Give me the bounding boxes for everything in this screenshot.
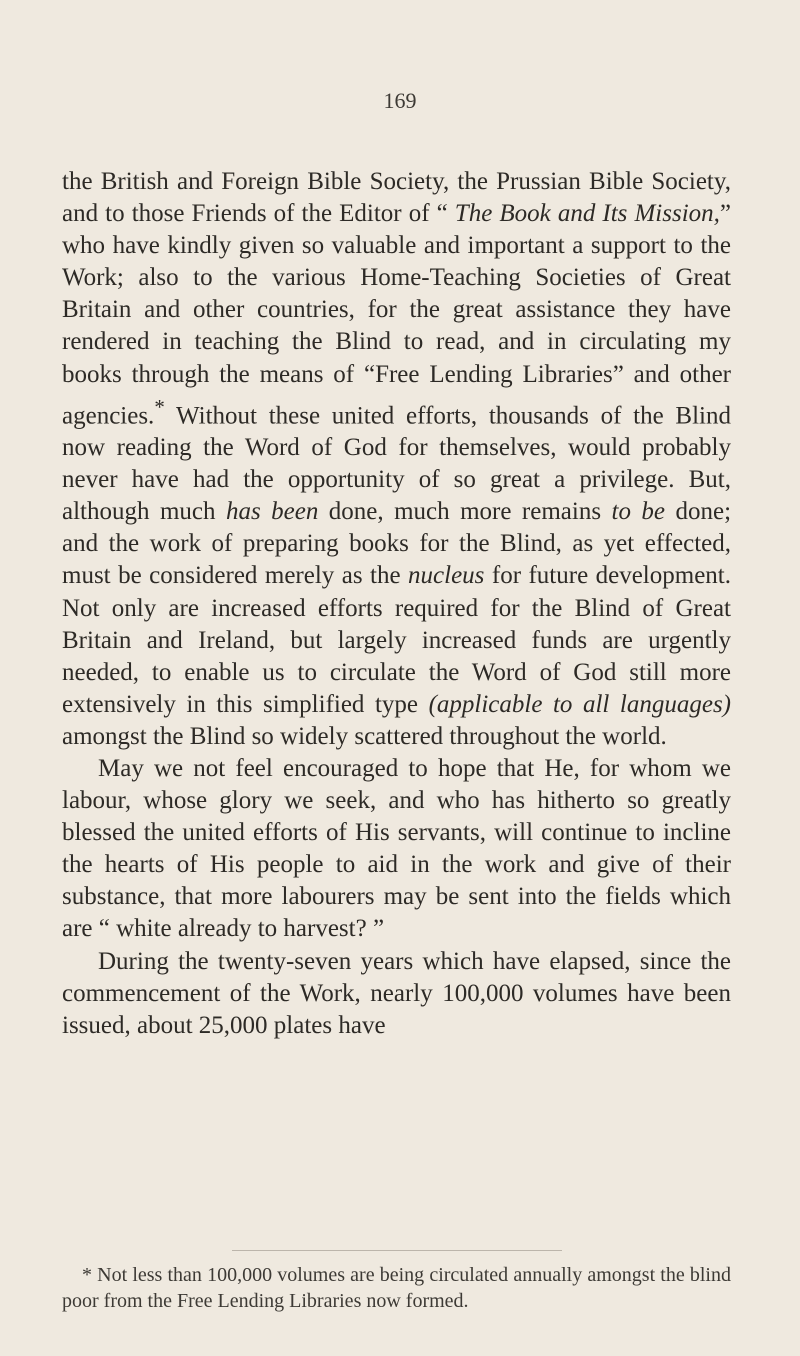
paragraph-1-text-e: done; and the work of preparing books for the Blind, as yet effected, must be considered merely as the [62,498,732,590]
paragraph-1-text-a: the British and Foreign Bible Society, the Prussian Bible Society, and to those Friends of the Editor of “ [62,168,731,228]
emphasis-has-been: has been [225,498,319,526]
emphasis-languages: (applicable to all languages) [428,690,732,718]
emphasis-to-be: to be [611,498,666,526]
book-title: The Book and Its Mission, [454,200,720,228]
footnote [62,1262,731,1314]
paragraph-1-text-c: Without these united efforts, thousands of the Blind now reading the Word of God for themselves, would probably never have had the opportunity of so great a privilege. But, although much [62,401,731,526]
paragraph-2: May we not feel encouraged to hope that He, for whom we labour, whose glory we seek, and who has hitherto so greatly blessed the united efforts of His servants, will continue to incline the hearts of His people to aid in the work and give of their substance, that more labourers may be sent into the fields which are “ white already to harvest? ” [62,755,731,943]
footnote-text: * Not less than 100,000 volumes are being circulated annually amongst the blind poor from the Free Lending Libraries now formed. [62,1264,731,1312]
paragraph-1-text-b: ” who have kindly given so valuable and important a support to the Work; also to the various Home-Teaching Societies of Great Britain and other countries, for the great assistance they have rendered in teaching the Blind to read, and in circulating my books through the means of “Free Lending Libraries” and other agencies. [62,200,732,429]
paragraph-1-text-d: done, much more remains [318,498,612,526]
paragraph-1-text-f: for future development. Not only are increased efforts required for the Blind of Great Britain and Ireland, but largely increased funds are urgently needed, to enable us to circulate the Word of God still more extensively in this simplified type [62,562,731,718]
page-number: 169 [383,88,417,113]
paragraph-1-text-g: amongst the Blind so widely scattered throughout the world. [62,722,667,750]
paragraph-3: During the twenty-seven years which have elapsed, since the commencement of the Work, nearly 100,000 volumes have been issued, about 25,000 plates have [62,947,731,1039]
body-text [62,166,731,1042]
footnote-marker: * [154,394,165,419]
paragraph-1 [62,166,731,753]
emphasis-nucleus: nucleus [408,562,485,590]
footnote-divider [232,1250,562,1251]
